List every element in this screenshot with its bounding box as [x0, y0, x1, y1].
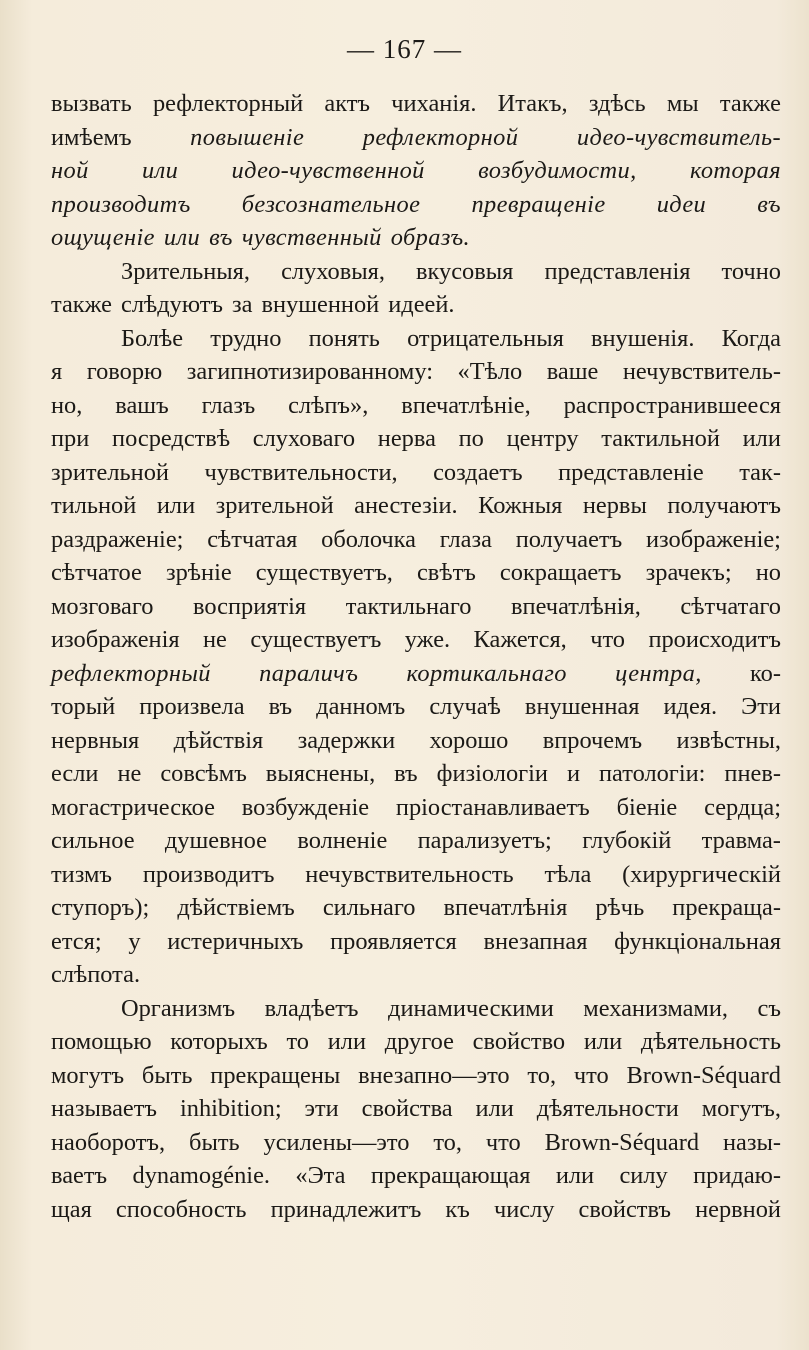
text-line: [51, 824, 781, 858]
word: силу: [619, 1162, 668, 1189]
word: владѣетъ: [264, 994, 359, 1022]
word: или: [327, 1028, 367, 1055]
word: здѣсь: [588, 90, 646, 117]
word: въ: [268, 693, 293, 720]
word: рѣчь: [595, 894, 645, 921]
text-line: [51, 355, 781, 389]
word: если: [51, 760, 99, 787]
word: то,: [527, 1061, 557, 1089]
word: помощью: [51, 1028, 152, 1055]
italic-word: повышеніе: [190, 123, 305, 151]
word: по: [458, 425, 484, 452]
word: въ: [394, 760, 418, 787]
italic-word: идеи: [656, 190, 707, 218]
italic-word: кортикальнаго: [406, 659, 567, 687]
text-line: [51, 389, 781, 423]
word: прекраща-: [672, 894, 781, 921]
text-line: [51, 221, 781, 255]
word: сердца;: [704, 793, 781, 821]
word: тактильной: [601, 425, 720, 452]
word: или: [555, 1162, 595, 1189]
word: мы: [666, 90, 699, 117]
text-line: [51, 556, 781, 590]
word: свойства: [361, 1095, 453, 1122]
word: Эти: [741, 693, 781, 720]
text-line: [51, 1092, 781, 1126]
word: получаетъ: [515, 525, 623, 553]
italic-word: которая: [689, 157, 781, 184]
word: впечатлѣніе,: [401, 391, 531, 419]
word: оболочка: [321, 525, 416, 553]
italic-word: возбудимости,: [478, 157, 637, 184]
word: слуховыя,: [281, 257, 385, 285]
text-line: [51, 590, 781, 624]
word: впечатлѣнія: [443, 894, 568, 921]
word: за: [232, 291, 253, 318]
word: то,: [433, 1128, 462, 1156]
word: представленія: [544, 257, 691, 285]
word: происходитъ: [648, 626, 781, 653]
text-line: [51, 422, 781, 456]
word: динамическими: [388, 994, 554, 1022]
italic-word: образъ.: [390, 224, 471, 251]
word: душевное: [164, 827, 267, 854]
word: не: [203, 626, 227, 653]
word: существуетъ,: [255, 559, 393, 586]
word: зрительной: [51, 458, 169, 486]
word: тизмъ: [51, 860, 113, 888]
word: и: [566, 760, 581, 787]
word: волненіе: [297, 827, 388, 854]
word: могутъ: [51, 1061, 125, 1089]
word: которыхъ: [170, 1028, 268, 1055]
word: слѣдуютъ: [121, 291, 224, 318]
text-line: [51, 757, 781, 791]
word: слѣпъ»,: [288, 391, 369, 419]
text-line: [51, 322, 781, 356]
word: тѣла: [544, 860, 592, 888]
text-line: [51, 690, 781, 724]
word: Кожныя: [478, 492, 563, 519]
word: я: [51, 358, 63, 385]
page-number: — 167 —: [347, 34, 462, 64]
word: или: [583, 1028, 623, 1055]
word: дѣятельность: [640, 1028, 781, 1055]
word: понять: [308, 324, 380, 352]
word: что: [590, 626, 626, 653]
word: къ: [445, 1195, 470, 1223]
word: внушенной: [261, 291, 380, 318]
word: быть: [141, 1061, 193, 1089]
word: нерва: [377, 425, 436, 452]
word: inhibition;: [179, 1095, 282, 1122]
word: числу: [493, 1195, 555, 1223]
text-line: [51, 657, 781, 691]
text-line: [51, 791, 781, 825]
word: наоборотъ,: [51, 1128, 166, 1156]
word: актъ: [324, 90, 371, 117]
word: могутъ,: [701, 1095, 781, 1122]
word: біеніе: [616, 793, 678, 821]
word: свойствъ: [578, 1195, 671, 1223]
word: вашъ: [115, 391, 169, 419]
word: внушенная: [524, 693, 640, 720]
italic-word: рефлекторный: [51, 659, 211, 687]
word: то: [286, 1028, 310, 1055]
word: ваетъ: [51, 1162, 108, 1189]
text-line: [51, 958, 781, 992]
word: «Тѣло: [457, 358, 523, 385]
word: прекращены: [210, 1061, 341, 1089]
word: ется;: [51, 927, 102, 955]
word: впечатлѣнія,: [511, 592, 641, 620]
text-line: [51, 724, 781, 758]
word: идея.: [663, 693, 718, 720]
word: не: [117, 760, 142, 787]
body-text: [51, 87, 781, 1226]
word: слѣпота.: [51, 961, 141, 988]
word: случаѣ: [429, 693, 501, 720]
word: dynamogénie.: [132, 1162, 270, 1189]
word: «Эта: [295, 1162, 346, 1189]
word: имѣемъ: [51, 123, 132, 151]
italic-word: превращеніе: [471, 190, 606, 218]
text-line: [51, 992, 781, 1026]
word: рефлекторный: [152, 90, 304, 117]
word: раздраженіе;: [51, 525, 184, 553]
italic-word: или: [163, 224, 201, 251]
word: чувствительности,: [204, 458, 398, 486]
word: возбужденіе: [241, 793, 370, 821]
word: Кажется,: [473, 626, 567, 653]
word: существуетъ: [250, 626, 382, 653]
text-line: [51, 1025, 781, 1059]
word: анестезіи.: [354, 492, 458, 519]
word: глаза: [439, 525, 492, 553]
word: тильной: [51, 492, 137, 519]
word: посредствѣ: [112, 425, 231, 452]
text-line: [51, 925, 781, 959]
word: чиханія.: [391, 90, 477, 117]
italic-word: производитъ: [51, 190, 191, 218]
word: другое: [384, 1028, 454, 1055]
word: идеей.: [388, 291, 455, 318]
word: тактильнаго: [345, 592, 472, 620]
word: говорю: [86, 358, 163, 385]
text-line: [51, 489, 781, 523]
word: могастрическое: [51, 793, 215, 821]
word: дѣйствіемъ: [177, 894, 295, 921]
word: быть: [189, 1128, 240, 1156]
italic-word: или: [142, 157, 179, 184]
text-line: [51, 891, 781, 925]
italic-word: въ: [757, 190, 781, 218]
word: сѣтчатая: [207, 525, 298, 553]
text-line: [51, 1159, 781, 1193]
text-line: [51, 87, 781, 121]
word: впрочемъ: [542, 726, 643, 754]
italic-word: рефлекторной: [362, 123, 519, 151]
word: изображенія: [51, 626, 180, 653]
word: или: [742, 425, 781, 452]
text-line: [51, 858, 781, 892]
word: задержки: [297, 726, 396, 754]
word: патологіи:: [598, 760, 706, 787]
word: функціональная: [614, 927, 781, 955]
word: Brown-Séquard: [544, 1128, 700, 1156]
word: нервы: [582, 492, 647, 519]
text-line: [51, 623, 781, 657]
word: способность: [115, 1195, 247, 1223]
word: сильнаго: [322, 894, 416, 921]
word: съ: [757, 994, 781, 1022]
italic-word: безсознательное: [241, 190, 421, 218]
text-line: [51, 188, 781, 222]
word: пнев-: [724, 760, 781, 787]
word: пріостанавливаетъ: [395, 793, 590, 821]
word: что: [485, 1128, 521, 1156]
word: глубокій: [582, 827, 672, 854]
word: механизмами,: [583, 994, 729, 1022]
word: эти: [304, 1095, 339, 1122]
word: ко-: [750, 659, 781, 687]
word: изображеніе;: [645, 525, 781, 553]
word: нервной: [695, 1195, 781, 1223]
word: вкусовыя: [416, 257, 514, 285]
word: что: [573, 1061, 609, 1089]
word: у: [128, 927, 141, 955]
word: щая: [51, 1195, 92, 1223]
word: физіологіи: [436, 760, 548, 787]
text-line: [51, 1193, 781, 1227]
word: свойство: [472, 1028, 566, 1055]
word: зрѣніе: [165, 559, 232, 586]
word: сѣтчатаго: [680, 592, 781, 620]
text-line: [51, 1126, 781, 1160]
word: также: [51, 291, 112, 318]
word: внушенія.: [590, 324, 695, 352]
word: травма-: [701, 827, 781, 854]
word: центру: [506, 425, 579, 452]
word: парализуетъ;: [417, 827, 552, 854]
word: называетъ: [51, 1095, 158, 1122]
text-line: [51, 523, 781, 557]
word: мозговаго: [51, 592, 154, 620]
word: или: [475, 1095, 514, 1122]
word: Организмъ: [121, 994, 236, 1022]
word: сѣтчатое: [51, 559, 142, 586]
word: создаетъ: [433, 458, 523, 486]
word: производитъ: [142, 860, 275, 888]
word: зрачекъ;: [645, 559, 732, 586]
word: принадлежитъ: [270, 1195, 422, 1223]
word: ступоръ);: [51, 894, 150, 921]
word: нечувствительность: [305, 860, 514, 888]
word: так-: [739, 458, 781, 486]
word: уже.: [404, 626, 451, 653]
word: точно: [721, 257, 781, 285]
italic-word: ощущеніе: [51, 224, 155, 251]
word: нечувствитель-: [622, 358, 781, 385]
word: получаютъ: [667, 492, 781, 519]
word: при: [51, 425, 90, 452]
word: представленіе: [558, 458, 704, 486]
word: трудно: [210, 324, 282, 352]
word: восприятія: [193, 592, 307, 620]
word: но,: [51, 391, 83, 419]
word: извѣстны,: [676, 726, 781, 754]
word: или: [156, 492, 196, 519]
italic-word: идео-чувственной: [231, 157, 425, 184]
word: нервныя: [51, 726, 140, 754]
word: Итакъ,: [497, 90, 568, 117]
word: данномъ: [316, 693, 406, 720]
text-line: [51, 1059, 781, 1093]
word: назы-: [722, 1128, 781, 1156]
word: дѣятельности: [536, 1095, 679, 1122]
word: свѣтъ: [416, 559, 476, 586]
word: глазъ: [201, 391, 256, 419]
text-line: [51, 288, 781, 322]
word: выяснены,: [265, 760, 376, 787]
italic-word: ной: [51, 157, 89, 184]
word: придаю-: [693, 1162, 781, 1189]
word: Зрительныя,: [121, 257, 251, 285]
word: произвела: [139, 693, 245, 720]
word: дѣйствія: [173, 726, 264, 754]
word: сильное: [51, 827, 135, 854]
text-line: [51, 121, 781, 155]
word: Brown-Séquard: [626, 1061, 781, 1089]
italic-word: чувственный: [241, 224, 382, 251]
text-line: [51, 255, 781, 289]
word: истеричныхъ: [167, 927, 304, 955]
word: хорошо: [429, 726, 509, 754]
word: Болѣе: [121, 324, 184, 352]
word: торый: [51, 693, 116, 720]
text-line: [51, 154, 781, 188]
word: (хирургическій: [622, 860, 781, 888]
word: но: [755, 559, 781, 586]
word: отрицательныя: [407, 324, 564, 352]
word: усилены—это: [263, 1128, 410, 1156]
word: проявляется: [330, 927, 457, 955]
word: вызвать: [51, 90, 132, 117]
word: распространившееся: [563, 391, 781, 419]
word: совсѣмъ: [160, 760, 247, 787]
italic-word: въ: [209, 224, 233, 251]
word: Когда: [721, 324, 781, 352]
word: загипнотизированному:: [186, 358, 434, 385]
word: внезапно—это: [358, 1061, 510, 1089]
italic-word: идео-чувствитель-: [576, 123, 781, 151]
word: сокращаетъ: [499, 559, 622, 586]
word: также: [719, 90, 781, 117]
text-line: [51, 456, 781, 490]
word: внезапная: [483, 927, 588, 955]
word: зрительной: [215, 492, 334, 519]
italic-word: центра,: [615, 659, 702, 687]
italic-word: параличъ: [259, 659, 359, 687]
word: слуховаго: [252, 425, 356, 452]
word: ваше: [546, 358, 599, 385]
word: прекращающая: [370, 1162, 531, 1189]
